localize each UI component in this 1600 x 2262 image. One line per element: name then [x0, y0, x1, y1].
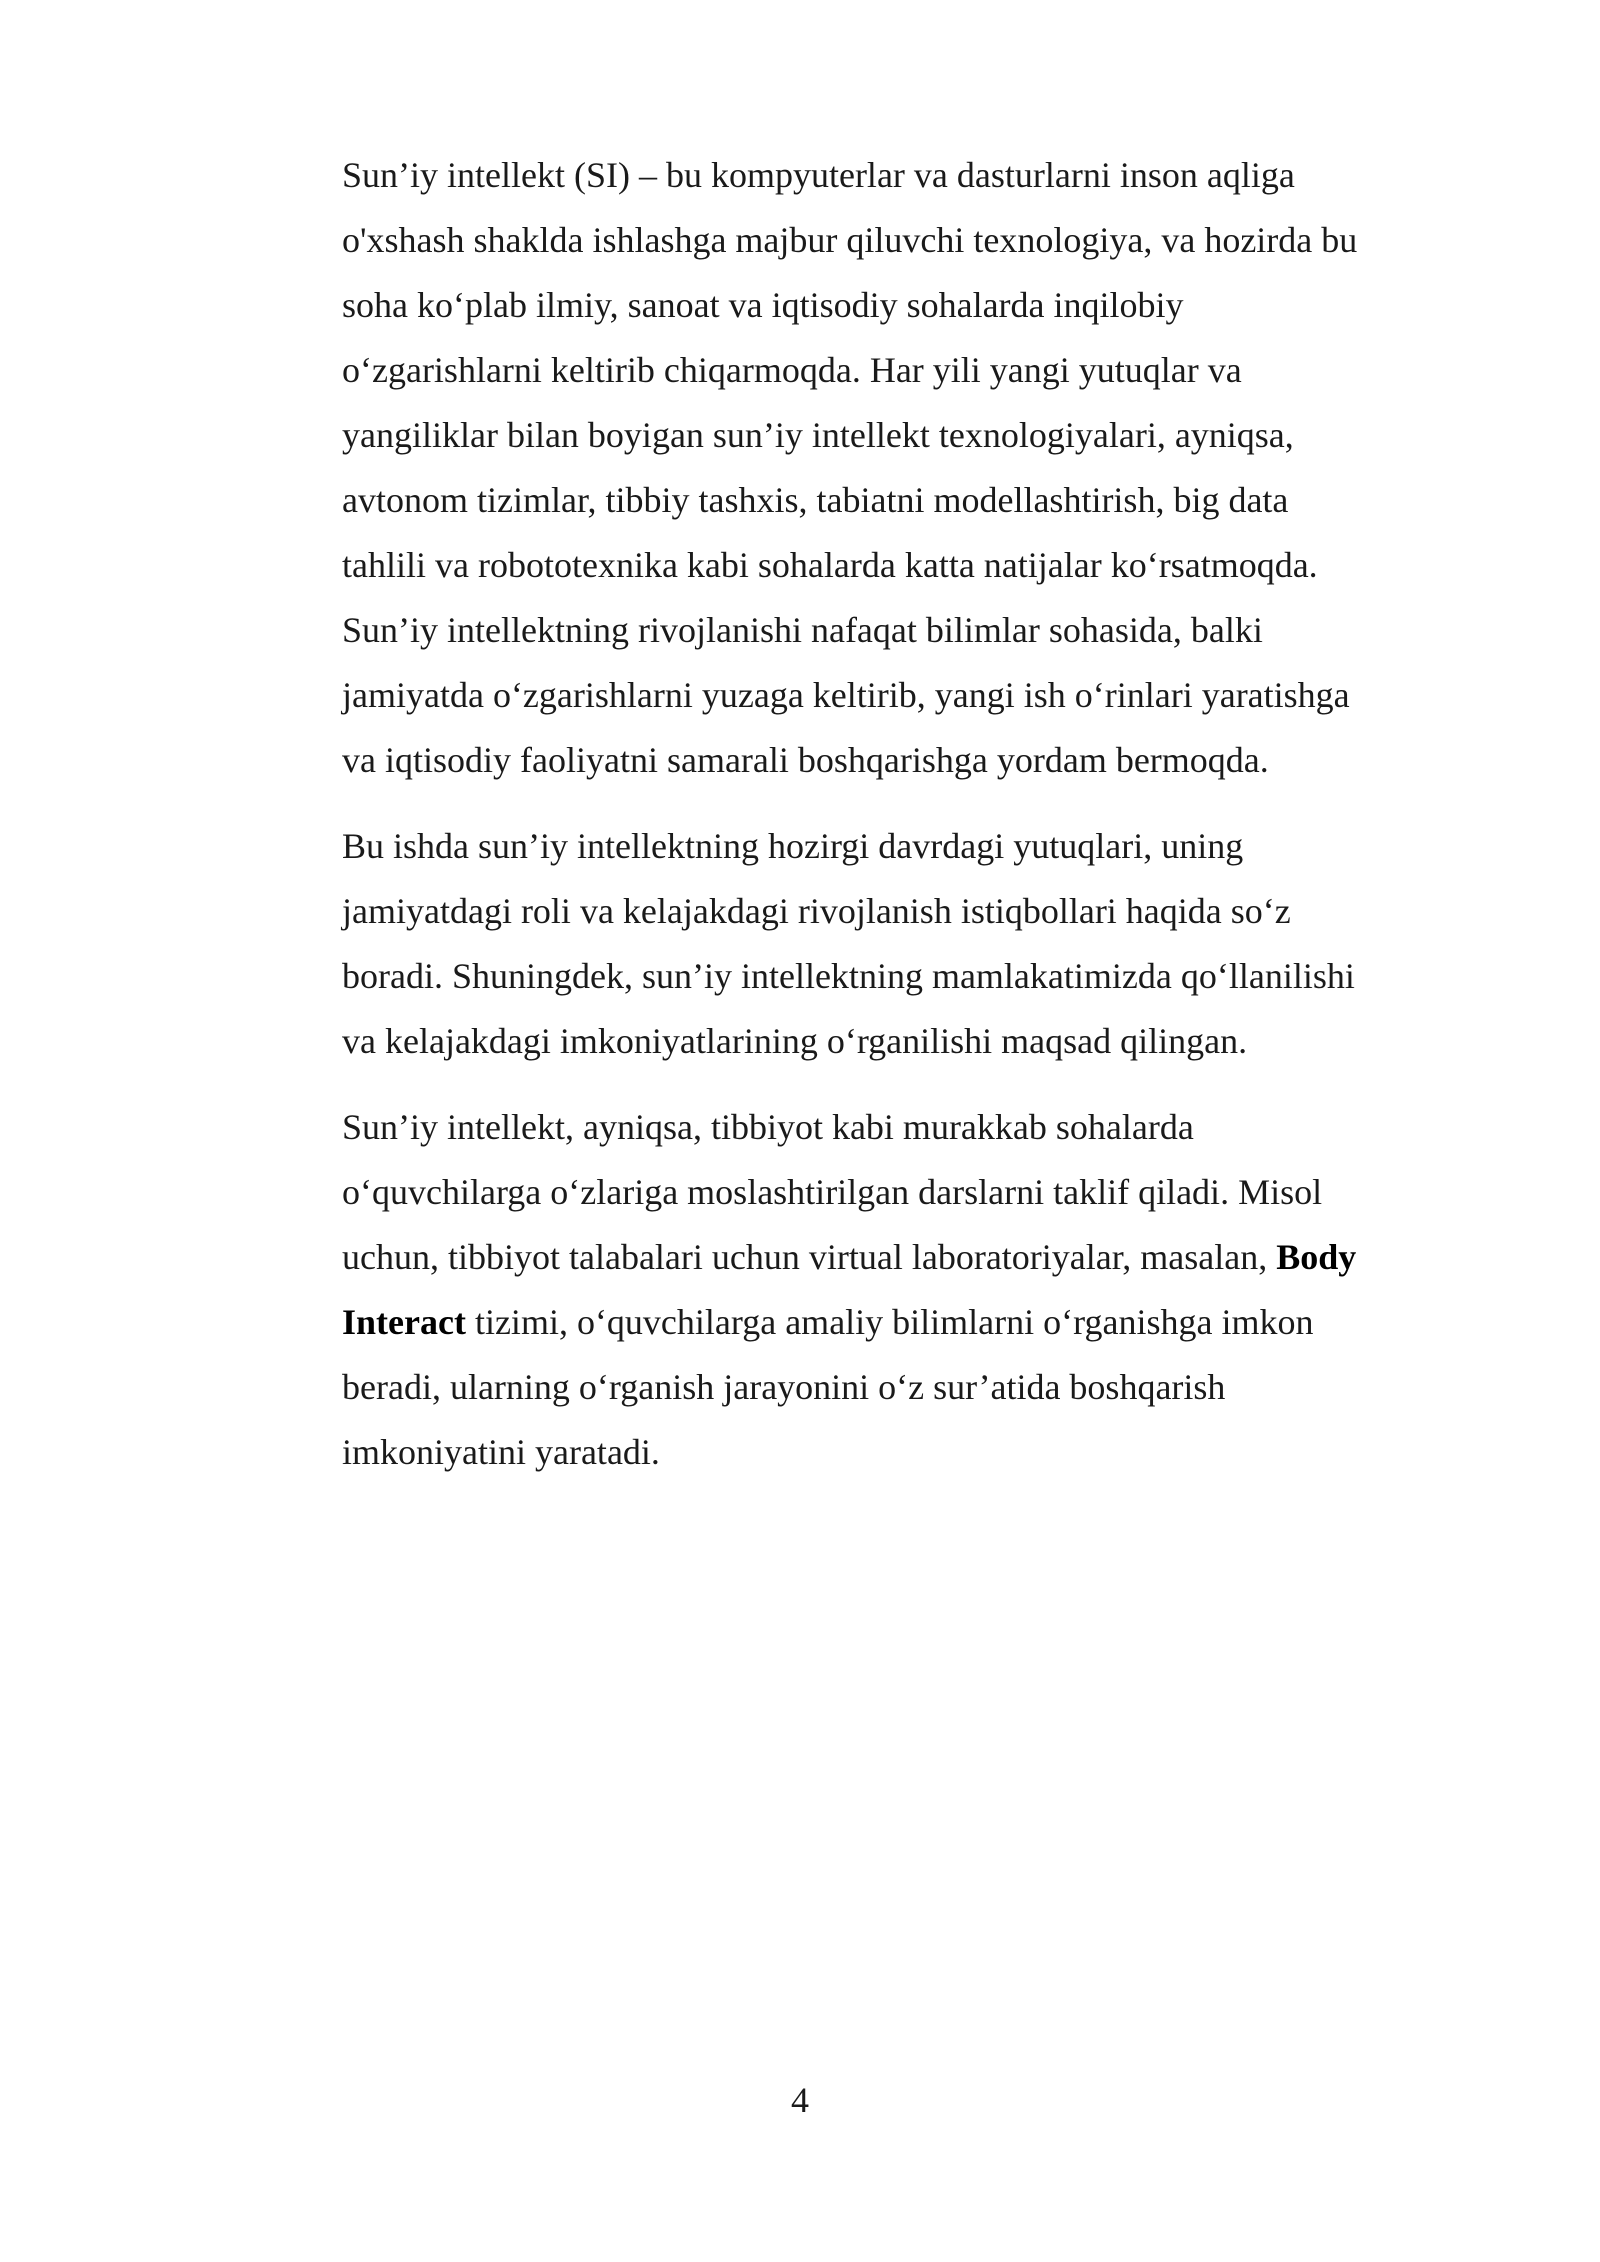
paragraph-3-text-end: tizimi, o‘quvchilarga amaliy bilimlarni o‘rganishga imkon beradi, ularning o‘rganish jarayonini o‘z sur’atida boshqarish imkoniyatini yaratadi.: [342, 1302, 1314, 1472]
paragraph-3: [342, 1095, 1372, 1485]
bold-term-body-interact: Body Interact: [342, 1237, 1357, 1342]
document-body: [342, 143, 1372, 1506]
paragraph-1: Sun’iy intellekt (SI) – bu kompyuterlar va dasturlarni inson aqliga o'xshash shaklda ishlashga majbur qiluvchi texnologiya, va hozirda bu soha ko‘plab ilmiy, sanoat va iqtisodiy sohalarda inqilobiy o‘zgarishlarni keltirib chiqarmoqda. Har yili yangi yutuqlar va yangiliklar bilan boyigan sun’iy intellekt texnologiyalari, ayniqsa, avtonom tizimlar, tibbiy tashxis, tabiatni modellashtirish, big data tahlili va robototexnika kabi sohalarda katta natijalar ko‘rsatmoqda. Sun’iy intellektning rivojlanishi nafaqat bilimlar sohasida, balki jamiyatda o‘zgarishlarni yuzaga keltirib, yangi ish o‘rinlari yaratishga va iqtisodiy faoliyatni samarali boshqarishga yordam bermoqda.: [342, 155, 1358, 780]
paragraph-3-text-start: Sun’iy intellekt, ayniqsa, tibbiyot kabi murakkab sohalarda o‘quvchilarga o‘zlariga moslashtirilgan darslarni taklif qiladi. Misol uchun, tibbiyot talabalari uchun virtual laboratoriyalar, masalan,: [342, 1107, 1323, 1277]
page-number: 4: [791, 2080, 809, 2120]
paragraph-2: Bu ishda sun’iy intellektning hozirgi davrdagi yutuqlari, uning jamiyatdagi roli va kelajakdagi rivojlanish istiqbollari haqida so‘z boradi. Shuningdek, sun’iy intellektning mamlakatimizda qo‘llanilishi va kelajakdagi imkoniyatlarining o‘rganilishi maqsad qilingan.: [342, 826, 1355, 1061]
